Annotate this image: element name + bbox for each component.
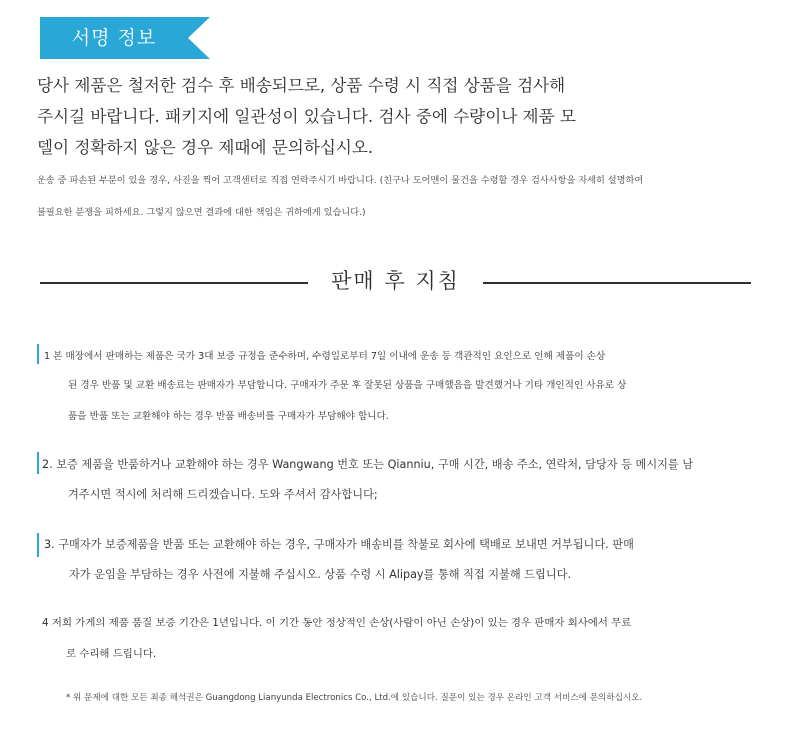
rule-3-accent-bar bbox=[37, 533, 39, 557]
intro-note-line-1: 운송 중 파손된 부분이 있을 경우, 사진을 찍어 고객센터로 직접 연락주시기 바랍니다. (친구나 도어맨이 물건을 수령할 경우 검사사항을 자세히 설명하여 bbox=[37, 175, 644, 186]
rule-2-accent-bar bbox=[37, 452, 39, 474]
rule-1-line-3: 품을 반품 또는 교환해야 하는 경우 반품 배송비를 구매자가 부담해야 합니다. bbox=[68, 411, 389, 422]
divider-right bbox=[483, 282, 751, 284]
section-title: 판매 후 지침 bbox=[331, 269, 460, 293]
section-badge bbox=[40, 17, 210, 59]
footnote: * 위 문제에 대한 모든 최종 해석권은 Guangdong Lianyunda Electronics Co., Ltd.에 있습니다. 질문이 있는 경우 온라인 고객 서비스에 문의하십시오. bbox=[66, 693, 643, 703]
intro-line-2: 주시길 바랍니다. 패키지에 일관성이 있습니다. 검사 중에 수량이나 제품 모 bbox=[37, 107, 576, 126]
rule-1-line-2: 된 경우 반품 및 교환 배송료는 판매자가 부담합니다. 구매자가 주문 후 잘못된 상품을 구매했음을 발견했거나 기타 개인적인 사유로 상 bbox=[68, 380, 627, 391]
rule-1-accent-bar bbox=[37, 344, 39, 364]
rule-4-line-1: 4 저희 가게의 제품 품질 보증 기간은 1년입니다. 이 기간 동안 정상적인 손상(사람이 아닌 손상)이 있는 경우 판매자 회사에서 무료 bbox=[42, 617, 632, 629]
intro-note-line-2: 불필요한 분쟁을 피하세요. 그렇지 않으면 결과에 대한 책임은 귀하에게 있습니다.) bbox=[37, 207, 366, 218]
rule-1-line-1: 1 본 매장에서 판매하는 제품은 국가 3대 보증 규정을 준수하며, 수령일로부터 7일 이내에 운송 등 객관적인 요인으로 인해 제품이 손상 bbox=[44, 351, 606, 362]
divider-left bbox=[40, 282, 308, 284]
rule-2-line-2: 겨주시면 적시에 처리해 드리겠습니다. 도와 주셔서 감사합니다; bbox=[68, 488, 378, 501]
intro-line-3: 델이 정확하지 않은 경우 제때에 문의하십시오. bbox=[37, 138, 374, 157]
intro-line-1: 당사 제품은 철저한 검수 후 배송되므로, 상품 수령 시 직접 상품을 검사해 bbox=[37, 76, 566, 95]
rule-4-line-2: 로 수리해 드립니다. bbox=[66, 648, 157, 660]
rule-3-line-2: 자가 운임을 부담하는 경우 사전에 지불해 주십시오. 상품 수령 시 Alipay를 통해 직접 지불해 드립니다. bbox=[69, 568, 572, 581]
rule-2-line-1: 2. 보증 제품을 반품하거나 교환해야 하는 경우 Wangwang 번호 또는 Qianniu, 구매 시간, 배송 주소, 연락처, 담당자 등 메시지를 남 bbox=[42, 458, 694, 471]
badge-label: 서명 정보 bbox=[71, 27, 157, 49]
rule-3-line-1: 3. 구매자가 보증제품을 반품 또는 교환해야 하는 경우, 구매자가 배송비를 착불로 회사에 택배로 보내면 거부됩니다. 판매 bbox=[44, 538, 634, 551]
